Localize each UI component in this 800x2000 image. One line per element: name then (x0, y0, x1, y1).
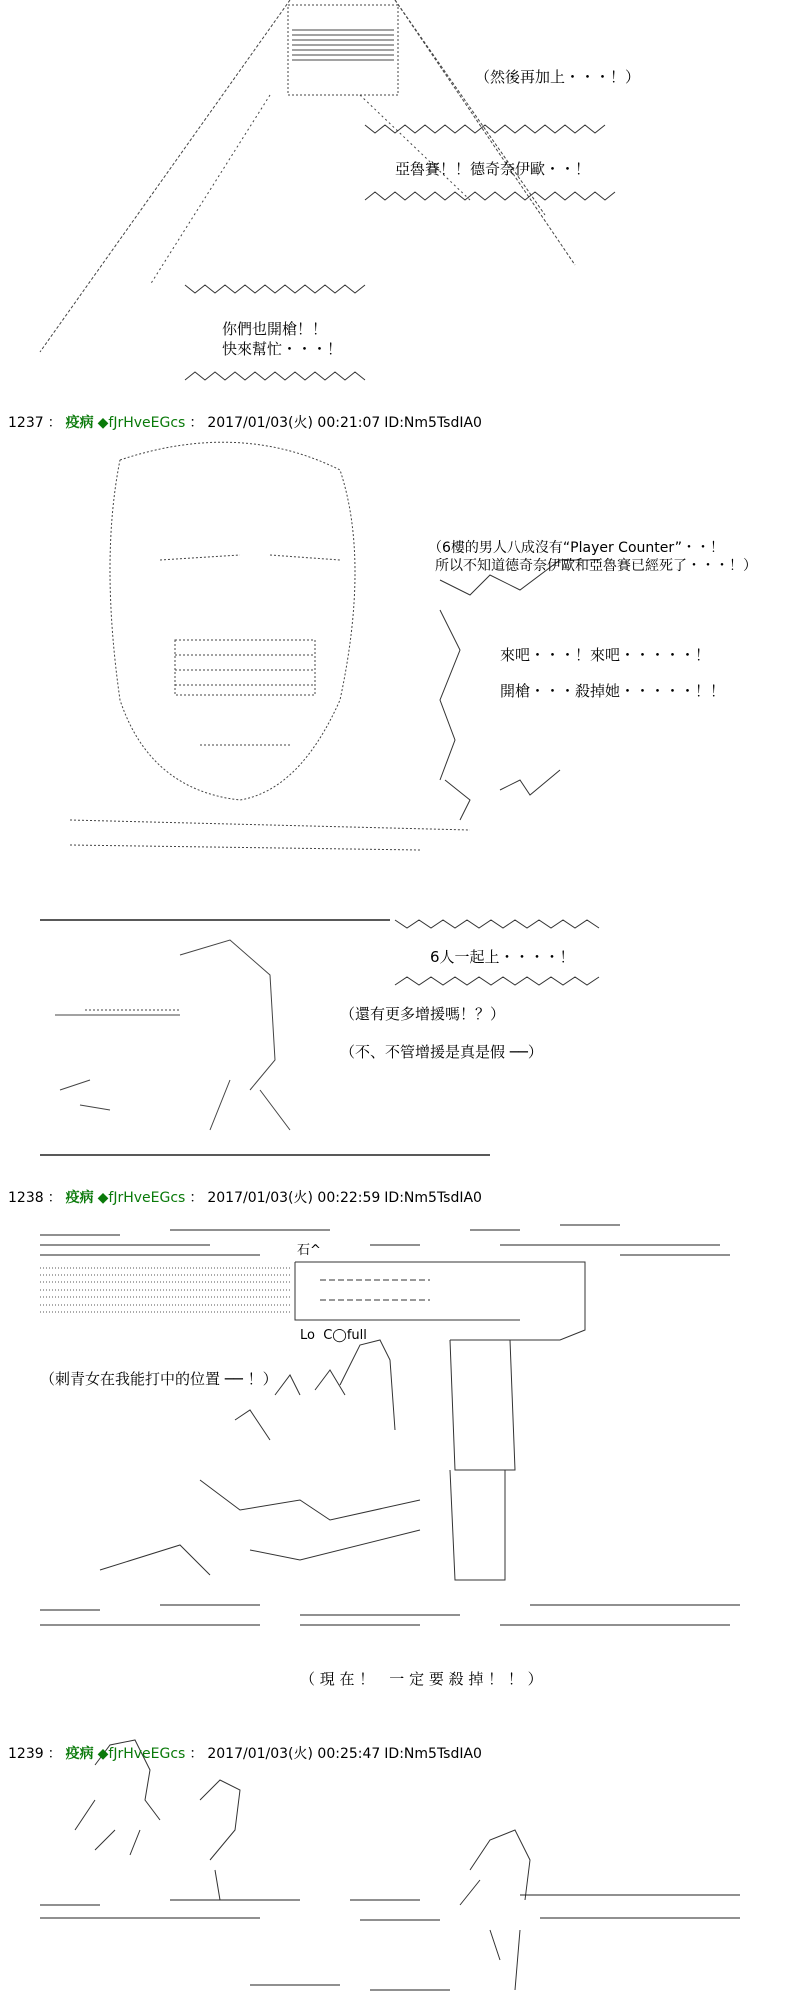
post-header-1238 (8, 1187, 482, 1207)
post-colon: ： (189, 1746, 204, 1762)
gun-text-full: Lo C◯full (300, 1328, 367, 1343)
dialogue-you-too-2: 快來幫忙・・・！ (222, 340, 343, 358)
post-colon: ： (189, 1190, 204, 1206)
post-datetime: 2017/01/03(火) 00:25:47 (207, 1746, 381, 1762)
post-separator: ： (47, 1190, 62, 1206)
post-datetime: 2017/01/03(火) 00:22:59 (207, 1190, 381, 1206)
post-number[interactable]: 1239 (8, 1746, 44, 1762)
dialogue-then-add: （然後再加上・・・！） (475, 68, 641, 86)
dialogue-more-reinforce: （還有更多增援嗎！？） (340, 1005, 506, 1023)
post-id[interactable]: ID:Nm5TsdIA0 (384, 415, 482, 431)
dialogue-now-kill: （ 現 在 ！ 一 定 要 殺 掉 ！ ！ ） (300, 1670, 543, 1688)
poster-name: 疫病 (65, 415, 94, 431)
dialogue-arukue: 亞魯賽！！德奇奈伊歐・・！ (395, 160, 591, 178)
dialogue-six-men-1: （6樓的男人八成沒有“Player Counter”・・！ (428, 540, 724, 556)
poster-name: 疫病 (65, 1190, 94, 1206)
gun-text-stone: 石^ (297, 1243, 321, 1258)
post-datetime: 2017/01/03(火) 00:21:07 (207, 415, 381, 431)
post-id[interactable]: ID:Nm5TsdIA0 (384, 1746, 482, 1762)
poster-name: 疫病 (65, 1746, 94, 1762)
post-id[interactable]: ID:Nm5TsdIA0 (384, 1190, 482, 1206)
post-colon: ： (189, 415, 204, 431)
poster-trip: ◆fJrHveEGcs (97, 1190, 186, 1206)
post-header-1237 (8, 412, 482, 432)
post-header-1239 (8, 1743, 482, 1763)
dialogue-six-together: 6人一起上・・・・！ (430, 948, 575, 966)
dialogue-fire-kill: 開槍・・・殺掉她・・・・・！！ (500, 682, 726, 700)
post-separator: ： (47, 1746, 62, 1762)
post-number[interactable]: 1237 (8, 415, 44, 431)
poster-trip: ◆fJrHveEGcs (97, 415, 186, 431)
poster-trip: ◆fJrHveEGcs (97, 1746, 186, 1762)
post-number[interactable]: 1238 (8, 1190, 44, 1206)
dialogue-you-too-1: 你們也開槍！！ (222, 320, 328, 338)
post-separator: ： (47, 415, 62, 431)
dialogue-six-men-2: 所以不知道德奇奈伊歐和亞魯賽已經死了・・・！） (435, 558, 757, 574)
dialogue-no-matter: （不、不管增援是真是假 ──） (340, 1043, 543, 1061)
dialogue-shoot-position: （刺青女在我能打中的位置 ── ！） (40, 1370, 278, 1388)
dialogue-come-on: 來吧・・・！來吧・・・・・！ (500, 646, 711, 664)
